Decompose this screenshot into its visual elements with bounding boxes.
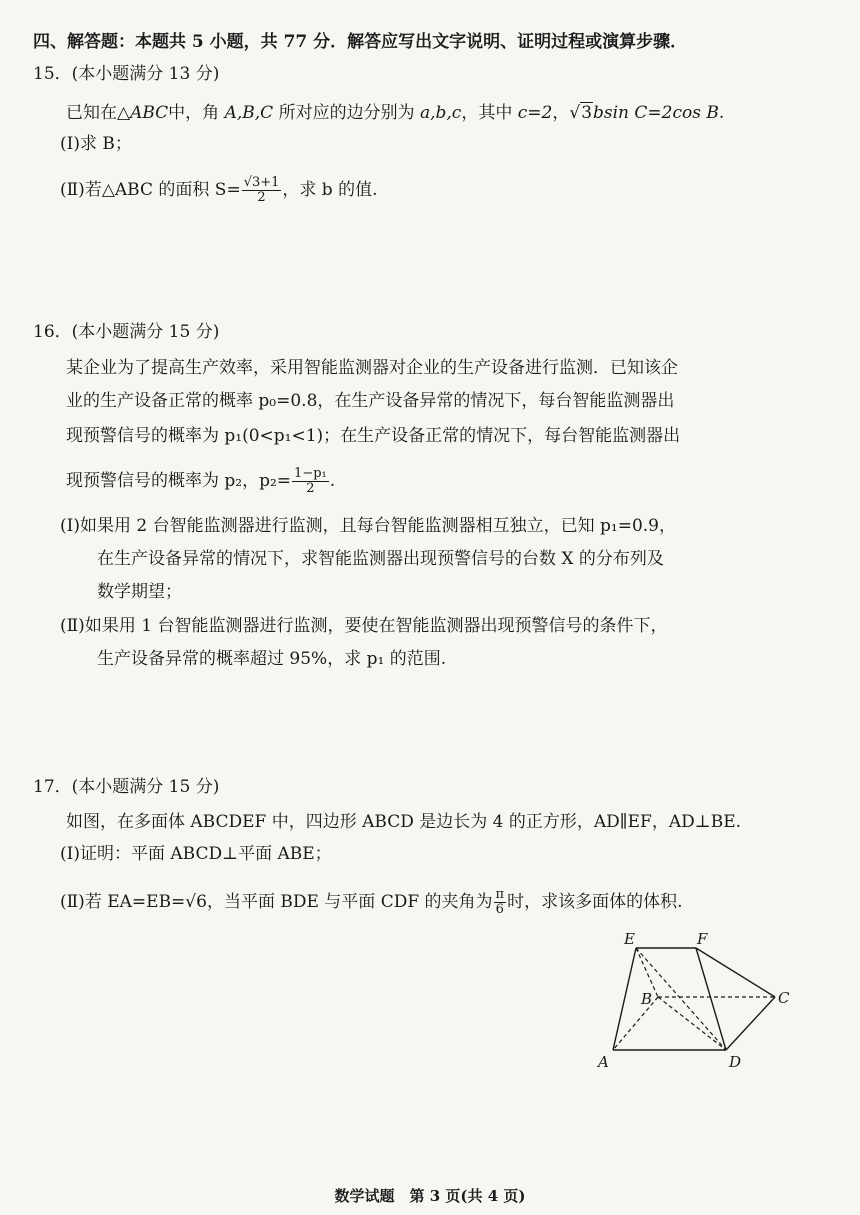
q16-header: 16．(本小题满分 15 分) (33, 322, 220, 342)
q15-part2-text: (Ⅱ)若△ABC 的面积 S= (60, 180, 241, 200)
fraction-numerator: 1−p₁ (294, 466, 327, 481)
edge-EA (613, 948, 636, 1050)
q16-line: 业的生产设备正常的概率 p₀=0.8，在生产设备异常的情况下，每台智能监测器出 (66, 391, 675, 411)
vertex-label-E: E (624, 930, 635, 948)
q16-part2: (Ⅱ)如果用 1 台智能监测器进行监测，要使在智能监测器出现预警信号的条件下， (60, 616, 668, 636)
fraction-numerator: √3+1 (243, 175, 280, 190)
edge-DC (726, 997, 775, 1050)
q15-stem-text: ，其中 (461, 103, 518, 123)
q16-line: 某企业为了提高生产效率，采用智能监测器对企业的生产设备进行监测．已知该企 (66, 358, 678, 378)
vertex-label-A: A (598, 1053, 609, 1071)
q17-stem: 如图，在多面体 ABCDEF 中，四边形 ABCD 是边长为 4 的正方形，AD∥EF，AD⊥BE. (66, 812, 742, 832)
fraction-denominator: 6 (495, 902, 504, 917)
q17-part2-text: (Ⅱ)若 EA=EB=√6，当平面 BDE 与平面 CDF 的夹角为 (60, 892, 493, 912)
q16-part1: 数学期望； (97, 582, 182, 602)
q15-stem-text: ， (552, 103, 570, 123)
edge-BD (658, 997, 726, 1050)
q17-header: 17．(本小题满分 15 分) (33, 777, 220, 797)
q15-part2-text: ，求 b 的值. (282, 180, 378, 200)
q15-header: 15．(本小题满分 13 分) (33, 64, 220, 84)
q16-line: 现预警信号的概率为 p₁(0<p₁<1)；在生产设备正常的情况下，每台智能监测器出 (66, 426, 681, 446)
section-header: 四、解答题：本题共 5 小题，共 77 分．解答应写出文字说明、证明过程或演算步骤． (33, 32, 688, 52)
q17-part2-text: 时，求该多面体的体积. (507, 892, 683, 912)
vertex-label-D: D (729, 1053, 742, 1071)
q16-part1: (Ⅰ)如果用 2 台智能监测器进行监测，且每台智能监测器相互独立，已知 p₁=0.9， (60, 516, 676, 536)
q17-part1: (Ⅰ)证明：平面 ABCD⊥平面 ABE； (60, 844, 332, 864)
q15-stem-text: 中，角 (168, 103, 225, 123)
fraction-denominator: 2 (257, 190, 266, 205)
q15-stem-equation: bsin C=2cos B. (593, 103, 725, 123)
vertex-label-F: F (697, 930, 708, 948)
q15-stem-text: 所对应的边分别为 (273, 103, 420, 123)
q15-stem-vars: A,B,C (224, 103, 274, 123)
page-footer: 数学试题 第 3 页(共 4 页) (334, 1187, 526, 1205)
vertex-label-B: B (641, 990, 653, 1008)
q16-part2: 生产设备异常的概率超过 95%，求 p₁ 的范围. (97, 649, 447, 669)
sqrt-sign: √ (569, 103, 581, 123)
q15-stem-abc: ABC (130, 103, 169, 123)
sqrt-arg: 3 (581, 103, 593, 123)
q16-line-text: . (329, 471, 336, 491)
vertex-label-C: C (778, 989, 790, 1007)
fraction-numerator: π (495, 887, 505, 902)
q15-part1: (Ⅰ)求 B； (60, 134, 132, 154)
q15-stem-text: 已知在△ (66, 103, 131, 123)
q15-stem-sides: a,b,c (419, 103, 462, 123)
q16-part1: 在生产设备异常的情况下，求智能监测器出现预警信号的台数 X 的分布列及 (97, 549, 664, 569)
q15-stem-cval: c=2 (517, 103, 553, 123)
q16-line-text: 现预警信号的概率为 p₂，p₂= (66, 471, 292, 491)
fraction-denominator: 2 (306, 481, 315, 496)
